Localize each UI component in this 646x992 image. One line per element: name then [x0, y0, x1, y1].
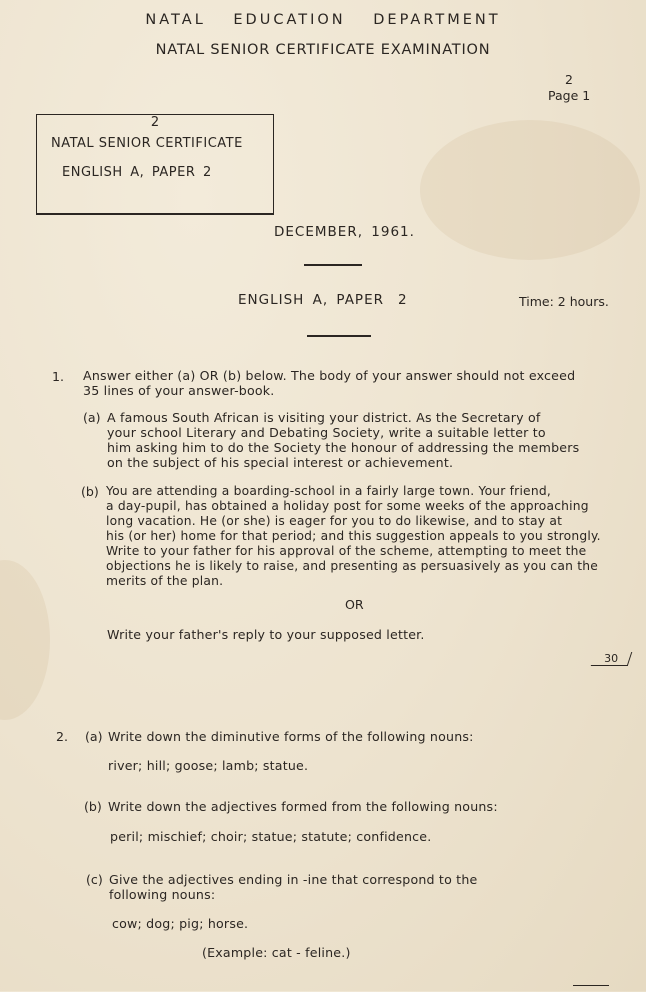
q1b-line: a day-pupil, has obtained a holiday post for some weeks of the approaching: [106, 499, 589, 513]
exam-date: DECEMBER, 1961.: [274, 224, 415, 240]
q1a-line: your school Literary and Debating Society, write a suitable letter to: [107, 425, 546, 440]
time-allowed: Time: 2 hours.: [519, 294, 609, 309]
q1b-line: merits of the plan.: [106, 574, 224, 588]
q1a-line: him asking him to do the Society the honour of addressing the members: [107, 440, 580, 455]
q2a-words: river; hill; goose; lamb; statue.: [108, 758, 309, 773]
divider-rule: [304, 264, 362, 266]
q1-intro-line: Answer either (a) OR (b) below. The body of your answer should not exceed: [83, 368, 576, 383]
q1-marks: [591, 652, 633, 666]
divider-rule: [307, 335, 371, 337]
q1a-text: [107, 410, 579, 470]
q1-or: OR: [345, 597, 364, 612]
paper-number: 2: [398, 292, 408, 308]
paper-stain: [420, 120, 640, 260]
q2c-words: cow; dog; pig; horse.: [112, 916, 249, 931]
page-number-small: 2: [565, 72, 573, 87]
box-line-paper: ENGLISH A, PAPER 2: [62, 165, 212, 180]
q1-intro: [83, 368, 575, 398]
q1-marks-value: 30: [604, 652, 619, 665]
q2c-example: (Example: cat - feline.): [202, 945, 351, 960]
box-number: 2: [150, 115, 160, 130]
q1a-label: (a): [83, 410, 101, 425]
q2c-label: (c): [86, 872, 103, 887]
q1-number: 1.: [52, 369, 65, 384]
q1b-line: objections he is likely to raise, and presenting as persuasively as you can the: [106, 559, 599, 573]
department-heading: NATAL EDUCATION DEPARTMENT: [145, 12, 501, 28]
q2b-label: (b): [84, 799, 102, 814]
q1a-line: A famous South African is visiting your district. As the Secretary of: [107, 410, 541, 425]
q1b-line: Write to your father for his approval of the scheme, attempting to meet the: [106, 544, 587, 558]
q2b-words: peril; mischief; choir; statue; statute; confidence.: [110, 829, 432, 844]
q1b-text: [106, 484, 601, 589]
q1-intro-line: 35 lines of your answer-book.: [83, 383, 275, 398]
q1b-line: his (or her) home for that period; and this suggestion appeals to you strongly.: [106, 529, 601, 543]
paper-stain: [0, 560, 50, 720]
q1a-line: on the subject of his special interest or achievement.: [107, 455, 454, 470]
box-line-certificate: NATAL SENIOR CERTIFICATE: [51, 136, 243, 151]
q2c-line: following nouns:: [109, 887, 216, 902]
page-label: Page 1: [548, 88, 591, 103]
paper-id-box: [36, 114, 274, 215]
paper-title: [238, 292, 408, 308]
q1b-label: (b): [81, 484, 99, 499]
q2a-instruction: Write down the diminutive forms of the following nouns:: [108, 729, 474, 744]
q2c-instruction: [109, 872, 477, 902]
paper-subject: ENGLISH A, PAPER: [238, 292, 384, 308]
q1b-line: You are attending a boarding-school in a fairly large town. Your friend,: [106, 484, 551, 498]
q2b-instruction: Write down the adjectives formed from the following nouns:: [108, 799, 498, 814]
q2a-label: (a): [85, 729, 103, 744]
page-number: [548, 72, 590, 104]
q2c-line: Give the adjectives ending in -ine that correspond to the: [109, 872, 478, 887]
q2-number: 2.: [56, 729, 69, 744]
q1-reply: Write your father's reply to your supposed letter.: [107, 627, 425, 642]
examination-heading: NATAL SENIOR CERTIFICATE EXAMINATION: [155, 42, 491, 58]
q1b-line: long vacation. He (or she) is eager for you to do likewise, and to stay at: [106, 514, 563, 528]
